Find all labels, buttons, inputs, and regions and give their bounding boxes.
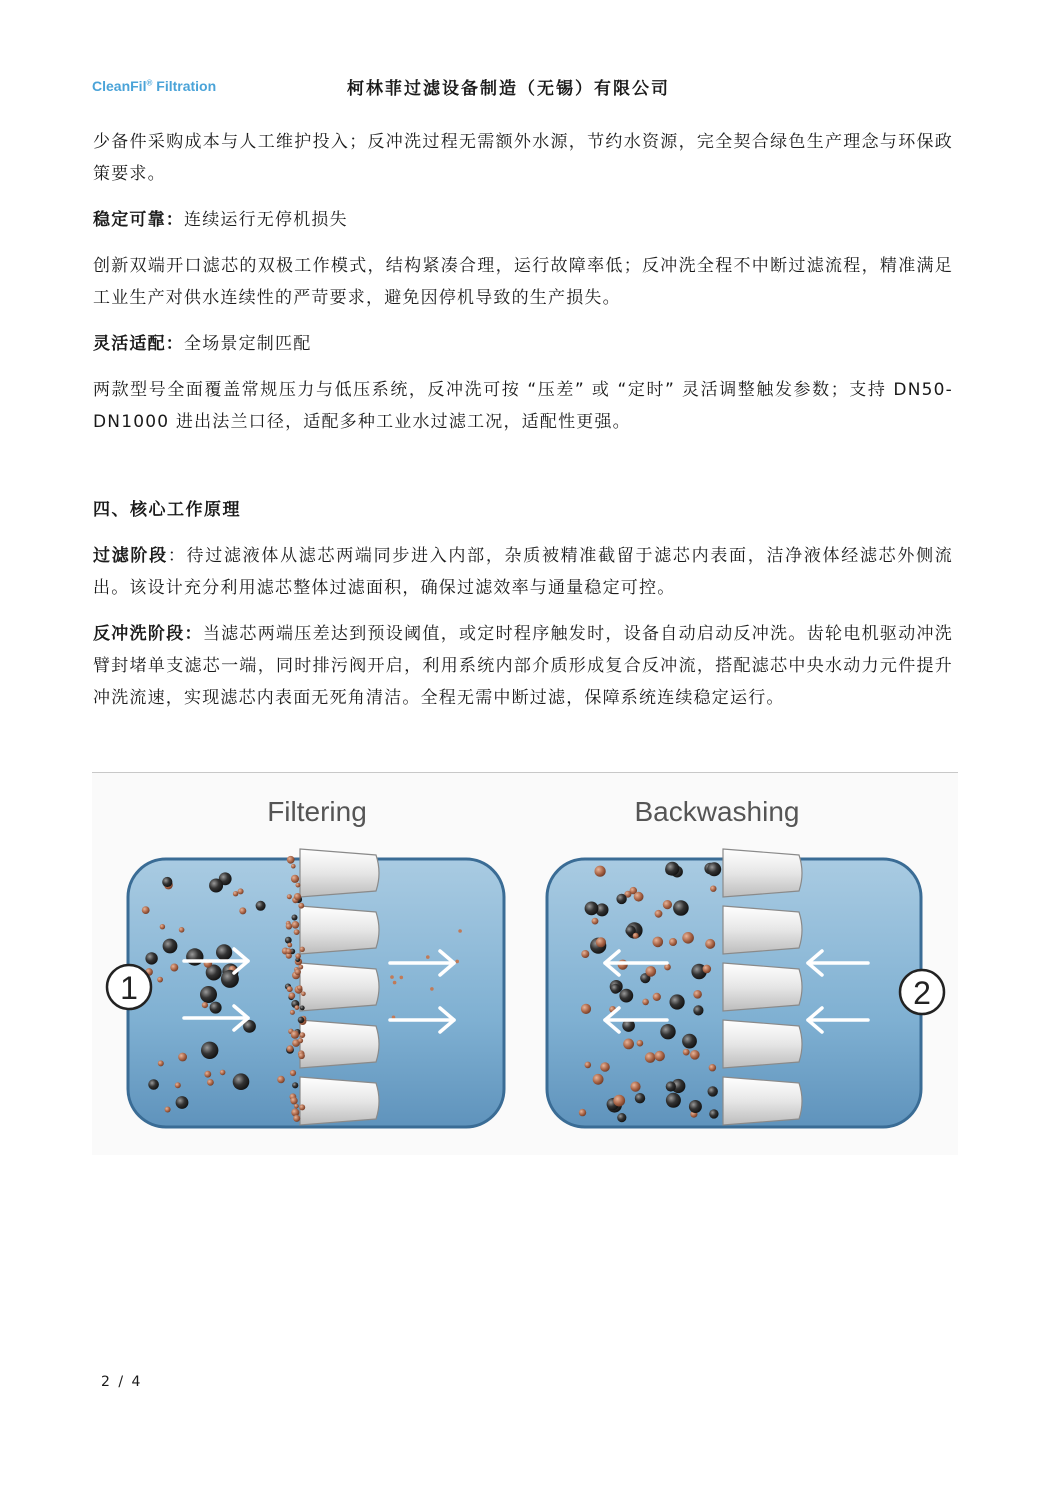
- trapped-particle: [295, 1005, 300, 1010]
- filter-cone: [300, 906, 379, 954]
- trapped-particle: [298, 1038, 303, 1043]
- brown-particle: [653, 993, 661, 1001]
- filter-elements-left: [300, 849, 379, 1125]
- brown-particle: [277, 1076, 285, 1084]
- trapped-particle: [298, 965, 303, 970]
- brown-particle: [178, 1053, 187, 1062]
- dark-particle: [585, 902, 599, 916]
- trapped-particle: [291, 875, 299, 883]
- filtering-text: 待过滤液体从滤芯两端同步进入内部，杂质被精准截留于滤芯内表面，洁净液体经滤芯外侧流出。该设计充分利用滤芯整体过滤面积，确保过滤效率与通量稳定可控。: [93, 546, 953, 598]
- trapped-particle: [299, 1104, 305, 1110]
- flexible-paragraph: 两款型号全面覆盖常规压力与低压系统，反冲洗可按 “压差” 或 “定时” 灵活调整触发参数；支持 DN50-DN1000 进出法兰口径，适配多种工业水过滤工况，适配性更强。: [93, 380, 953, 432]
- brown-particle: [600, 1062, 610, 1072]
- filter-cone: [300, 849, 379, 897]
- trapped-particle: [287, 1045, 294, 1052]
- flexible-heading: [93, 328, 953, 360]
- trapped-particle: [291, 1031, 299, 1039]
- trapped-particle: [298, 1017, 305, 1024]
- brown-particle: [142, 906, 150, 914]
- brown-particle: [202, 1002, 208, 1008]
- page-header: [92, 74, 962, 104]
- backwashing-title: Backwashing: [634, 796, 800, 827]
- stable-subtitle: 连续运行无停机损失: [184, 210, 348, 230]
- brown-particle: [664, 964, 671, 971]
- trapped-particle: [300, 947, 305, 952]
- trapped-particle: [287, 894, 292, 899]
- brown-particle: [581, 1004, 591, 1014]
- brown-particle: [646, 966, 657, 977]
- brown-particle: [613, 1095, 625, 1107]
- brand-logo: CleanFil® Filtration: [92, 78, 217, 94]
- trapped-particle: [290, 1010, 295, 1015]
- dark-particle: [689, 1100, 702, 1113]
- brown-particle: [233, 891, 238, 896]
- brown-particle: [170, 964, 178, 972]
- brown-particle: [709, 1064, 716, 1071]
- trapped-particle: [294, 893, 301, 900]
- dark-particle: [162, 877, 172, 887]
- trapped-particle: [295, 969, 301, 975]
- dark-particle: [670, 994, 685, 1009]
- brown-particle: [179, 927, 185, 933]
- trapped-particle: [292, 921, 300, 929]
- brown-particle: [165, 1107, 171, 1113]
- dark-particle: [200, 986, 217, 1003]
- section-title: 四、核心工作原理: [93, 500, 241, 520]
- brown-particle: [642, 999, 649, 1006]
- backwash-label: 反冲洗阶段：: [93, 624, 203, 644]
- filter-cone: [723, 849, 802, 897]
- stable-label: 稳定可靠：: [93, 210, 184, 230]
- filter-cone: [723, 963, 802, 1011]
- backwash-paragraph: [93, 618, 953, 714]
- dark-particle: [145, 952, 157, 964]
- brown-particle: [633, 933, 639, 939]
- brown-particle: [710, 886, 716, 892]
- filtering-label: 过滤阶段: [93, 546, 168, 566]
- fine-particle: [426, 955, 430, 959]
- trapped-particle: [301, 992, 306, 997]
- dark-particle: [617, 1113, 626, 1122]
- brown-particle: [592, 918, 599, 925]
- brown-particle: [703, 965, 712, 974]
- trapped-particle: [289, 992, 296, 999]
- trapped-particle: [291, 864, 296, 869]
- brown-particle: [581, 950, 589, 958]
- dark-particle: [256, 901, 266, 911]
- trapped-particle: [298, 903, 304, 909]
- dark-particle: [201, 1042, 218, 1059]
- trapped-particle: [287, 986, 293, 992]
- trapped-particle: [290, 1097, 297, 1104]
- dark-particle: [682, 1034, 697, 1049]
- dark-particle: [210, 1002, 222, 1014]
- brown-particle: [669, 938, 677, 946]
- filter-cone: [723, 1020, 802, 1068]
- brown-particle: [238, 888, 244, 894]
- company-name: 柯林菲过滤设备制造（无锡）有限公司: [347, 79, 670, 99]
- working-principle-diagram: [92, 772, 958, 1155]
- filtering-title: Filtering: [267, 796, 367, 827]
- dark-particle: [233, 1073, 250, 1090]
- trapped-particle: [293, 1115, 300, 1122]
- brown-particle: [220, 1070, 226, 1076]
- filter-illustration: [92, 773, 958, 1155]
- filter-cone: [723, 906, 802, 954]
- trapped-particle: [287, 856, 295, 864]
- dark-particle: [148, 1079, 159, 1090]
- dark-particle: [660, 1024, 675, 1039]
- dark-particle: [209, 879, 223, 893]
- brown-particle: [690, 1050, 700, 1060]
- dark-particle: [709, 1109, 718, 1118]
- trapped-particle: [292, 915, 298, 921]
- trapped-particle: [295, 953, 301, 959]
- trapped-particle: [294, 929, 300, 935]
- trapped-particle: [294, 1104, 299, 1109]
- brown-particle: [623, 1039, 634, 1050]
- brown-particle: [645, 1052, 656, 1063]
- dark-particle: [186, 948, 203, 965]
- dark-particle: [693, 1005, 703, 1015]
- dark-particle: [163, 939, 178, 954]
- filtering-paragraph: 过滤阶段：待过滤液体从滤芯两端同步进入内部，杂质被精准截留于滤芯内表面，洁净液体经滤芯外侧流出。该设计充分利用滤芯整体过滤面积，确保过滤效率与通量稳定可控。: [93, 546, 953, 598]
- filter-cone: [300, 963, 379, 1011]
- trapped-particle: [297, 985, 302, 990]
- brown-particle: [593, 1074, 604, 1085]
- dark-particle: [635, 1093, 645, 1103]
- stable-heading: [93, 204, 953, 236]
- dark-particle: [216, 944, 232, 960]
- trapped-particle: [287, 943, 292, 948]
- trapped-particle: [300, 1006, 305, 1011]
- fine-particle: [458, 929, 462, 933]
- brown-particle: [595, 866, 606, 877]
- stable-paragraph: 创新双端开口滤芯的双极工作模式，结构紧凑合理，运行故障率低；反冲洗全程不中断过滤流程，精准满足工业生产对供水连续性的严苛要求，避免因停机导致的生产损失。: [93, 256, 953, 308]
- brown-particle: [655, 1051, 665, 1061]
- dark-particle: [666, 1093, 681, 1108]
- fine-particle: [400, 976, 404, 980]
- brown-particle: [637, 1040, 644, 1047]
- brown-particle: [585, 1062, 592, 1069]
- fine-particle: [430, 987, 434, 991]
- intro-paragraph: 少备件采购成本与人工维护投入；反冲洗过程无需额外水源，节约水资源，完全契合绿色生产理念与环保政策要求。: [93, 132, 953, 184]
- brown-particle: [663, 900, 672, 909]
- trapped-particle: [298, 1053, 305, 1060]
- brown-particle: [630, 1082, 640, 1092]
- trapped-particle: [285, 937, 292, 944]
- brown-particle: [683, 1049, 690, 1056]
- fine-particle: [455, 960, 459, 964]
- dark-particle: [611, 984, 621, 994]
- backwash-text: 当滤芯两端压差达到预设阈值，或定时程序触发时，设备自动启动反冲洗。齿轮电机驱动冲洗臂封堵单支滤芯一端，同时排污阀开启，利用系统内部介质形成复合反冲流，搭配滤芯中央水动力元件提升冲洗流速，实现滤芯内表面无死角清洁。全程无需中断过滤，保障系统连续稳定运行。: [93, 624, 954, 708]
- page-number: 2 / 4: [101, 1374, 143, 1390]
- step-2-number: 2: [913, 975, 931, 1011]
- trapped-particle: [290, 1070, 296, 1076]
- dark-particle: [707, 862, 721, 876]
- brown-particle: [705, 939, 715, 949]
- filter-cone: [723, 1077, 802, 1125]
- dark-particle: [176, 1096, 189, 1109]
- dark-particle: [665, 862, 679, 876]
- brown-particle: [175, 1082, 181, 1088]
- brown-particle: [634, 892, 644, 902]
- trapped-particle: [296, 883, 301, 888]
- dark-particle: [666, 1081, 676, 1091]
- brown-particle: [158, 1060, 164, 1066]
- brown-particle: [239, 907, 246, 914]
- flexible-subtitle: 全场景定制匹配: [184, 334, 312, 354]
- brown-particle: [682, 932, 694, 944]
- fine-particle: [390, 975, 394, 979]
- fine-particle: [393, 981, 397, 985]
- brown-particle: [579, 1109, 586, 1116]
- step-1-number: 1: [120, 970, 138, 1006]
- brown-particle: [157, 977, 163, 983]
- brown-particle: [160, 924, 165, 929]
- flexible-label: 灵活适配：: [93, 334, 184, 354]
- brown-particle: [653, 937, 664, 948]
- brown-particle: [655, 910, 663, 918]
- brown-particle: [596, 937, 606, 947]
- filter-cone: [300, 1077, 379, 1125]
- dark-particle: [616, 894, 626, 904]
- trapped-particle: [292, 1082, 298, 1088]
- filter-cone: [300, 1020, 379, 1068]
- brown-particle: [207, 1079, 214, 1086]
- dark-particle: [708, 1086, 718, 1096]
- trapped-particle: [299, 1032, 305, 1038]
- filter-elements-right: [723, 849, 802, 1125]
- dark-particle: [619, 989, 633, 1003]
- brown-particle: [693, 990, 702, 999]
- trapped-particle: [286, 923, 292, 929]
- brown-particle: [204, 1071, 211, 1078]
- trapped-particle: [286, 948, 292, 954]
- document-body: [93, 126, 953, 728]
- dark-particle: [673, 900, 689, 916]
